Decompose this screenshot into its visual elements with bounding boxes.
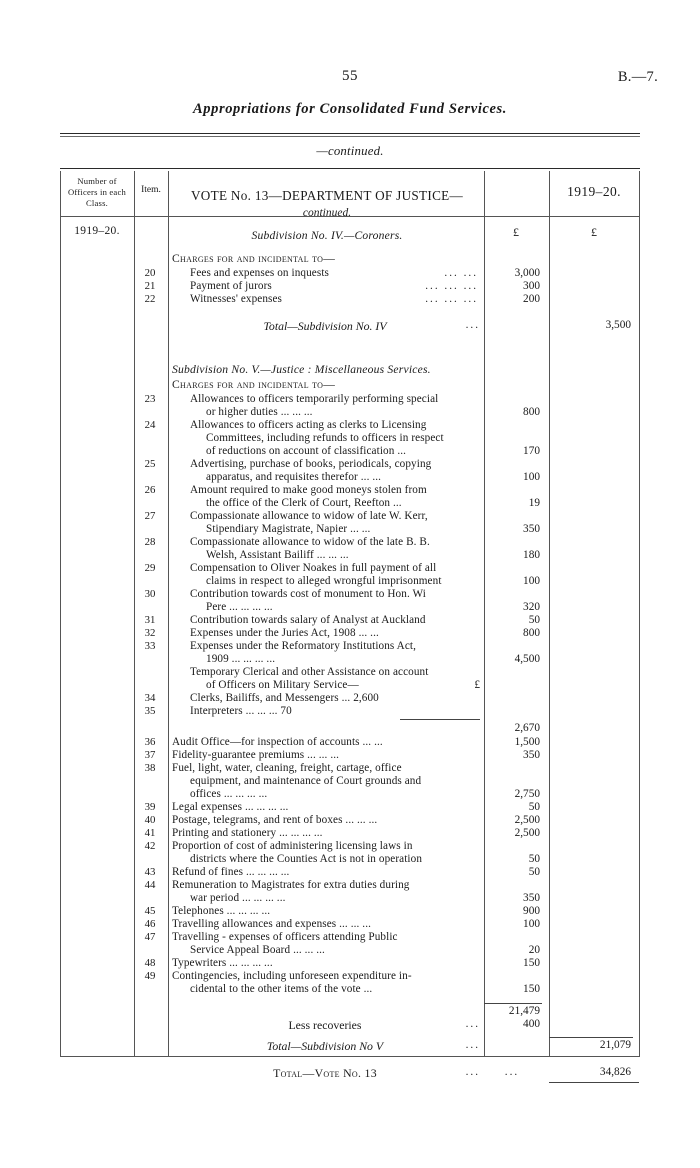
- row-leader-dots: ... ... ...: [425, 280, 478, 292]
- header-rule-2: [60, 136, 640, 137]
- row-amount: 50: [528, 866, 540, 878]
- row-item-number: 38: [144, 762, 156, 774]
- table-row: [60, 840, 640, 853]
- row-item-number: 48: [144, 957, 156, 969]
- row-item-number: 37: [144, 749, 156, 761]
- table-row-cont: [60, 892, 640, 905]
- header-rule-1: [60, 133, 640, 134]
- total-vote-dots: ...: [465, 1066, 480, 1078]
- military-subtotal-rule: [400, 719, 480, 720]
- table-row-cont: [60, 788, 640, 801]
- row-item-number: 36: [144, 736, 156, 748]
- row-description-line: Contingencies, including unforeseen expenditure in-: [172, 970, 412, 982]
- table-row: [60, 879, 640, 892]
- total-subdivision-4-row: [60, 319, 640, 332]
- row-item-number: 40: [144, 814, 156, 826]
- row-item-number: 42: [144, 840, 156, 852]
- row-description-text: Fees and expenses on inquests: [190, 267, 329, 279]
- row-description: [172, 267, 478, 280]
- row-leader-dots: ... ... ...: [425, 293, 478, 305]
- row-amount: 800: [523, 406, 540, 418]
- less-recoveries-label: Less recoveries: [288, 1018, 362, 1032]
- row-description-line: Clerks, Bailiffs, and Messengers ... 2,600: [190, 692, 379, 704]
- row-amount: 2,750: [514, 788, 540, 800]
- total-subdivision-5-amount: 21,079: [599, 1039, 631, 1051]
- table-row: [60, 627, 640, 640]
- gross-total-rule: [484, 1003, 542, 1004]
- table-row: [60, 562, 640, 575]
- table-row: [60, 510, 640, 523]
- row-description-line: districts where the Counties Act is not in operation: [190, 853, 423, 865]
- vote-title: [172, 188, 482, 221]
- row-description-line: Expenses under the Juries Act, 1908 ... ...: [190, 627, 379, 639]
- row-item-number: 35: [144, 705, 156, 717]
- table-row: [60, 931, 640, 944]
- table-row: [60, 801, 640, 814]
- column-header-year: 1919–20.: [567, 184, 621, 199]
- row-amount: 350: [523, 749, 540, 761]
- row-description-line: Postage, telegrams, and rent of boxes ... ... ...: [172, 814, 378, 826]
- row-amount: 100: [523, 575, 540, 587]
- subdivision-5-heading: Subdivision No. V.—Justice : Miscellaneous Services.: [172, 363, 431, 376]
- row-description-line: cidental to the other items of the vote ...: [190, 983, 373, 995]
- total-vote-label: Total—Vote No. 13: [273, 1066, 377, 1080]
- row-description-line: Refund of fines ... ... ... ...: [172, 866, 290, 878]
- row-description-line: Fidelity-guarantee premiums ... ... ...: [172, 749, 340, 761]
- vote-title-line1: VOTE No. 13—DEPARTMENT OF JUSTICE—: [190, 188, 464, 203]
- row-amount: 3,000: [514, 267, 540, 279]
- military-service-pound-symbol: £: [474, 679, 480, 691]
- charges-heading-5: Charges for and incidental to—: [172, 378, 336, 391]
- class-heading: [0, 144, 700, 159]
- row-item-number: 32: [144, 627, 156, 639]
- table-row: [60, 692, 640, 705]
- row-description-line: Committees, including refunds to officers in respect: [206, 432, 444, 444]
- row-description-line: Stipendiary Magistrate, Napier ... ...: [206, 523, 371, 535]
- row-description-line: Compassionate allowance to widow of late W. Kerr,: [190, 510, 428, 522]
- row-description-line: Remuneration to Magistrates for extra duties during: [172, 879, 410, 891]
- row-amount: 800: [523, 627, 540, 639]
- military-subtotal-amount: 2,670: [514, 722, 540, 734]
- row-description-line: Compassionate allowance to widow of the late B. B.: [190, 536, 430, 548]
- row-description-line: Audit Office—for inspection of accounts ... ...: [172, 736, 383, 748]
- document-subtitle: Appropriations for Consolidated Fund Services.: [192, 101, 508, 117]
- row-description-line: Travelling allowances and expenses ... ... ...: [172, 918, 371, 930]
- row-description-line: Advertising, purchase of books, periodicals, copying: [190, 458, 432, 470]
- row-description-line: Proportion of cost of administering licensing laws in: [172, 840, 413, 852]
- header-rule-3: [60, 168, 640, 169]
- table-row: [60, 814, 640, 827]
- table-row-cont: [60, 432, 640, 445]
- row-description-line: Printing and stationery ... ... ... ...: [172, 827, 323, 839]
- table-row: [60, 749, 640, 762]
- row-amount: 2,500: [514, 827, 540, 839]
- row-description-line: war period ... ... ... ...: [190, 892, 286, 904]
- table-row-cont: [60, 406, 640, 419]
- row-description-line: Allowances to officers temporarily performing special: [190, 393, 439, 405]
- row-amount: 350: [523, 892, 540, 904]
- table-row-cont: [60, 445, 640, 458]
- total-subdivision-5-label: Total—Subdivision No V: [266, 1039, 384, 1053]
- page-number: 55: [342, 68, 358, 84]
- table-row-cont: [60, 471, 640, 484]
- row-item-number: 46: [144, 918, 156, 930]
- row-description-text: Payment of jurors: [190, 280, 272, 292]
- row-description-line: Telephones ... ... ... ...: [172, 905, 271, 917]
- row-description-line: Welsh, Assistant Bailiff ... ... ...: [206, 549, 349, 561]
- total-subdivision-5-row: [60, 1039, 640, 1052]
- row-item-number: 25: [144, 458, 156, 470]
- row-description-line: or higher duties ... ... ...: [206, 406, 313, 418]
- row-description-line: of reductions on account of classification ...: [206, 445, 407, 457]
- appropriations-table: [60, 171, 640, 1080]
- row-amount: 1,500: [514, 736, 540, 748]
- row-item-number: 22: [144, 293, 156, 305]
- military-service-heading-line1: Temporary Clerical and other Assistance on account: [190, 666, 429, 678]
- table-row: [60, 614, 640, 627]
- row-description-line: equipment, and maintenance of Court grounds and: [190, 775, 422, 787]
- row-description-line: 1909 ... ... ... ...: [206, 653, 276, 665]
- row-description-line: Amount required to make good moneys stolen from: [190, 484, 427, 496]
- total-subdivision-4-dots: ...: [465, 319, 480, 331]
- table-row: [60, 419, 640, 432]
- table-row: [60, 458, 640, 471]
- military-service-heading-row-2: [60, 679, 640, 692]
- table-row: [60, 536, 640, 549]
- row-item-number: 47: [144, 931, 156, 943]
- row-item-number: 45: [144, 905, 156, 917]
- table-row: [60, 267, 640, 280]
- table-row-cont: [60, 549, 640, 562]
- table-row-cont: [60, 853, 640, 866]
- class-heading-continued: —continued.: [316, 144, 384, 158]
- row-amount: 50: [528, 801, 540, 813]
- row-amount: 2,500: [514, 814, 540, 826]
- total-subdivision-5-rule: [549, 1037, 633, 1038]
- total-subdivision-4-label: Total—Subdivision No. IV: [263, 319, 387, 333]
- table-row: [60, 957, 640, 970]
- military-service-heading-row: [60, 666, 640, 679]
- table-row: [60, 705, 640, 718]
- row-item-number: 28: [144, 536, 156, 548]
- row-description-line: Compensation to Oliver Noakes in full payment of all: [190, 562, 437, 574]
- row-description-line: Interpreters ... ... ... 70: [190, 705, 292, 717]
- row-item-number: 43: [144, 866, 156, 878]
- row-leader-dots: ... ...: [444, 267, 478, 279]
- row-item-number: 29: [144, 562, 156, 574]
- row-amount: 100: [523, 471, 540, 483]
- row-item-number: 33: [144, 640, 156, 652]
- row-item-number: 41: [144, 827, 156, 839]
- table-row: [60, 970, 640, 983]
- row-amount: 300: [523, 280, 540, 292]
- table-row: [60, 588, 640, 601]
- less-recoveries-dots: ...: [465, 1018, 480, 1030]
- table-row: [60, 918, 640, 931]
- table-row-cont: [60, 653, 640, 666]
- pound-symbol-col1: £: [513, 225, 519, 239]
- pound-symbol-col2: £: [591, 225, 597, 239]
- row-amount: 900: [523, 905, 540, 917]
- row-amount: 170: [523, 445, 540, 457]
- row-amount: 150: [523, 983, 540, 995]
- row-amount: 20: [528, 944, 540, 956]
- page-header: [0, 68, 700, 88]
- subdivision-4-heading: Subdivision No. IV.—Coroners.: [251, 229, 403, 242]
- column-header-item: Item.: [141, 185, 161, 195]
- row-amount: 320: [523, 601, 540, 613]
- table-row-cont: [60, 601, 640, 614]
- row-amount: 100: [523, 918, 540, 930]
- row-item-number: 27: [144, 510, 156, 522]
- table-row-cont: [60, 575, 640, 588]
- row-amount: 350: [523, 523, 540, 535]
- row-description-line: Contribution towards cost of monument to Hon. Wi: [190, 588, 426, 600]
- row-amount: 50: [528, 614, 540, 626]
- table-row-cont: [60, 497, 640, 510]
- total-subdivision-4-amount: 3,500: [605, 319, 631, 331]
- row-description-line: Service Appeal Board ... ... ...: [190, 944, 325, 956]
- row-item-number: 21: [144, 280, 156, 292]
- gross-total-amount: 21,479: [508, 1005, 540, 1017]
- row-description-line: Allowances to officers acting as clerks to Licensing: [190, 419, 427, 431]
- row-item-number: 26: [144, 484, 156, 496]
- table-row: [60, 280, 640, 293]
- row-item-number: 20: [144, 267, 156, 279]
- row-description: [172, 280, 478, 293]
- table-row: [60, 827, 640, 840]
- row-item-number: 23: [144, 393, 156, 405]
- officers-year: 1919–20.: [74, 225, 120, 237]
- table-row: [60, 640, 640, 653]
- row-description-line: Legal expenses ... ... ... ...: [172, 801, 289, 813]
- table-row: [60, 905, 640, 918]
- row-description-line: offices ... ... ... ...: [190, 788, 268, 800]
- table-row-cont: [60, 775, 640, 788]
- total-vote-mid-dots: ...: [504, 1066, 520, 1078]
- table-row: [60, 736, 640, 749]
- row-description-line: Pere ... ... ... ...: [206, 601, 273, 613]
- table-bottom-rule: [60, 1056, 640, 1057]
- row-item-number: 31: [144, 614, 156, 626]
- row-amount: 19: [528, 497, 540, 509]
- row-description: [172, 293, 478, 306]
- table-row-cont: [60, 944, 640, 957]
- row-item-number: 30: [144, 588, 156, 600]
- row-description-line: claims in respect to alleged wrongful imprisonment: [206, 575, 442, 587]
- row-description-line: Fuel, light, water, cleaning, freight, cartage, office: [172, 762, 402, 774]
- table-row: [60, 866, 640, 879]
- row-amount: 200: [523, 293, 540, 305]
- table-row-cont: [60, 523, 640, 536]
- row-description-line: Expenses under the Reformatory Institutions Act,: [190, 640, 417, 652]
- total-vote-row: [60, 1066, 640, 1079]
- row-amount: 180: [523, 549, 540, 561]
- row-amount: 150: [523, 957, 540, 969]
- row-item-number: 34: [144, 692, 156, 704]
- military-service-heading-line2: of Officers on Military Service—: [206, 679, 359, 691]
- less-recoveries-amount: 400: [523, 1018, 540, 1030]
- table-row-cont: [60, 983, 640, 996]
- table-row: [60, 484, 640, 497]
- total-subdivision-5-dots: ...: [465, 1039, 480, 1051]
- total-vote-rule: [549, 1082, 639, 1083]
- table-row: [60, 293, 640, 306]
- row-item-number: 49: [144, 970, 156, 982]
- less-recoveries-row: [60, 1018, 640, 1031]
- total-vote-amount: 34,826: [599, 1066, 631, 1078]
- row-item-number: 39: [144, 801, 156, 813]
- row-item-number: 24: [144, 419, 156, 431]
- table-row: [60, 762, 640, 775]
- row-description-line: Travelling - expenses of officers attending Public: [172, 931, 398, 943]
- row-description-line: the office of the Clerk of Court, Reefton ...: [206, 497, 402, 509]
- row-amount: 4,500: [514, 653, 540, 665]
- row-item-number: 44: [144, 879, 156, 891]
- vote-title-continued: continued.: [302, 207, 352, 219]
- row-description-line: apparatus, and requisites therefor ... ...: [206, 471, 382, 483]
- charges-heading-4: Charges for and incidental to—: [172, 252, 336, 265]
- row-amount: 50: [528, 853, 540, 865]
- document-reference: B.—7.: [617, 69, 658, 85]
- row-description-line: Typewriters ... ... ... ...: [172, 957, 273, 969]
- column-header-officers: Number of Officers in each Class.: [68, 176, 126, 208]
- row-description-text: Witnesses' expenses: [190, 293, 283, 305]
- row-description-line: Contribution towards salary of Analyst at Auckland: [190, 614, 426, 626]
